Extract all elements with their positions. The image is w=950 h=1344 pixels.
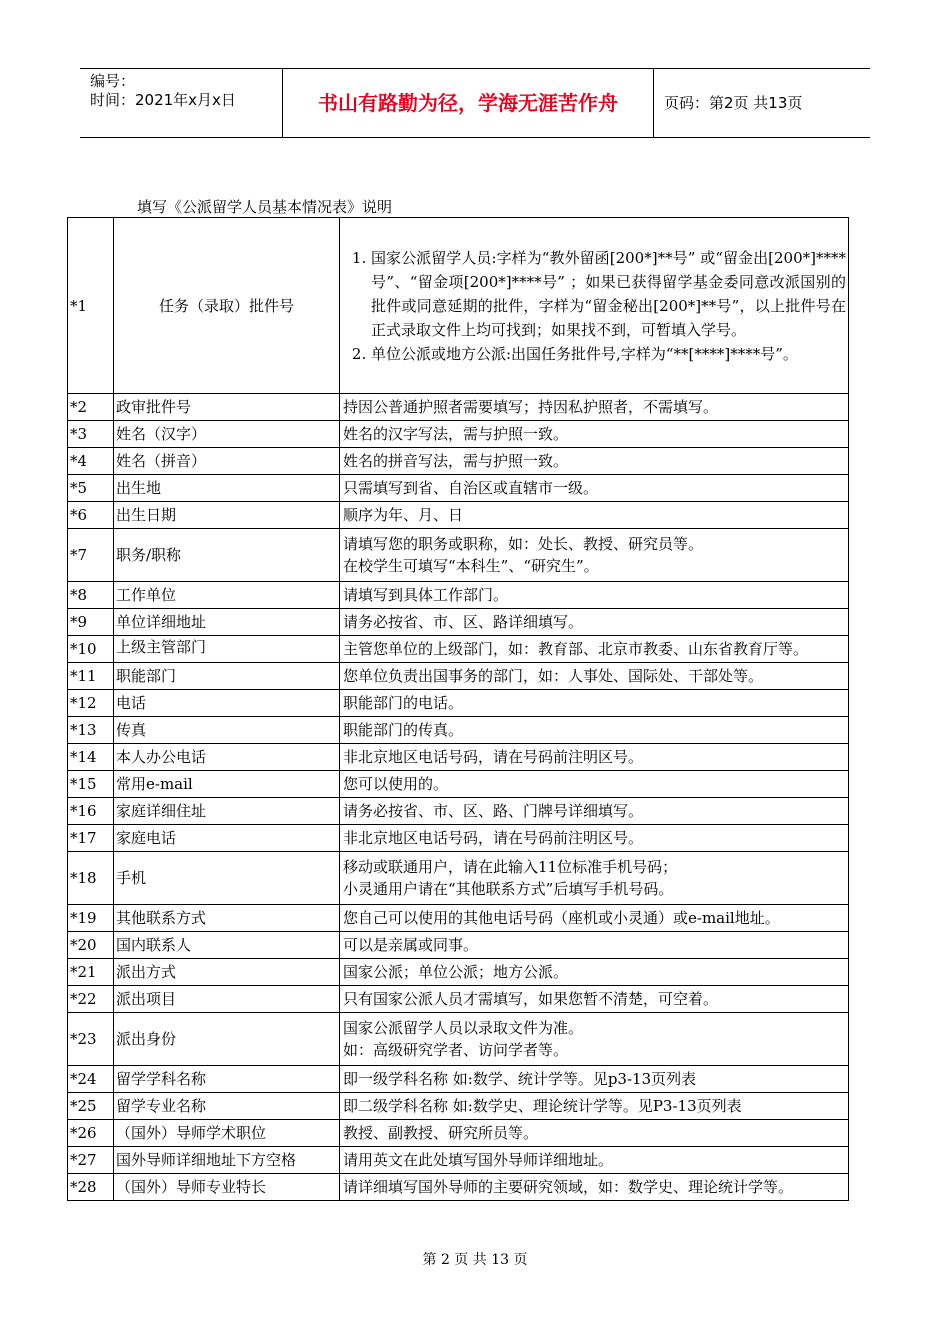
description-line: 请用英文在此处填写国外导师详细地址。 [343,1151,614,1169]
row-number: *16 [68,798,114,825]
description-line: 国家公派留学人员以录取文件为准。 [343,1019,584,1037]
field-name: 姓名（汉字） [114,421,340,448]
table-row [68,1147,849,1174]
table-row [68,690,849,717]
field-name: 留学学科名称 [114,1066,340,1093]
description-line: 在校学生可填写“本科生”、“研究生”。 [343,557,599,575]
table-row [68,421,849,448]
row-number: *17 [68,825,114,852]
field-name: 职务/职称 [114,529,340,582]
description-line: 顺序为年、月、日 [343,506,464,524]
row-number: *5 [68,475,114,502]
row-number: *9 [68,609,114,636]
field-name: 单位详细地址 [114,609,340,636]
table-row [68,771,849,798]
field-name: 派出方式 [114,959,340,986]
row-number: *22 [68,986,114,1013]
field-description [340,1147,849,1174]
field-description [340,905,849,932]
table-row [68,905,849,932]
description-line: 职能部门的传真。 [343,721,464,739]
field-name: 工作单位 [114,582,340,609]
field-description [340,475,849,502]
row-number: *13 [68,717,114,744]
field-name: 派出项目 [114,986,340,1013]
description-line: 请填写到具体工作部门。 [343,586,509,604]
description-line: 可以是亲属或同事。 [343,936,479,954]
field-description [340,582,849,609]
field-name: 其他联系方式 [114,905,340,932]
row-number: *3 [68,421,114,448]
doc-date-label: 时间：2021年x月x日 [90,91,236,109]
row-number: *24 [68,1066,114,1093]
description-line: 即二级学科名称 如:数学史、理论统计学等。见P3-13页列表 [343,1097,742,1115]
field-name: 上级主管部门 [114,636,340,663]
doc-code-label: 编号： [90,72,136,90]
table-row [68,986,849,1013]
header-page-info: 页码：第2页 共13页 [664,94,803,112]
description-line: 非北京地区电话号码，请在号码前注明区号。 [343,748,644,766]
description-line: 姓名的汉字写法，需与护照一致。 [343,425,569,443]
field-description [340,932,849,959]
table-row [68,475,849,502]
table-row [68,502,849,529]
field-description [340,1093,849,1120]
description-line: 您单位负责出国事务的部门，如：人事处、国际处、干部处等。 [343,667,764,685]
field-description [340,1120,849,1147]
field-name: 手机 [114,852,340,905]
page-footer: 第 2 页 共 13 页 [422,1252,528,1268]
table-row [68,663,849,690]
description-line: 主管您单位的上级部门，如：教育部、北京市教委、山东省教育厅等。 [343,640,809,658]
row-number: *12 [68,690,114,717]
description-line: 持因公普通护照者需要填写；持因私护照者，不需填写。 [343,398,719,416]
description-line: 只需填写到省、自治区或直辖市一级。 [343,479,599,497]
description-line: 只有国家公派人员才需填写，如果您暂不清楚，可空着。 [343,990,719,1008]
field-description [340,636,849,663]
field-description [340,798,849,825]
field-name: 传真 [114,717,340,744]
table-row [68,1013,849,1066]
table-row [68,609,849,636]
field-description [340,663,849,690]
description-line: 教授、副教授、研究所员等。 [343,1124,539,1142]
table-row [68,852,849,905]
row-number: *18 [68,852,114,905]
row-number: *21 [68,959,114,986]
row-number: *15 [68,771,114,798]
description-line: 请务必按省、市、区、路详细填写。 [343,613,584,631]
description-line: 即一级学科名称 如:数学、统计学等。见p3-13页列表 [343,1070,697,1088]
description-line: 请务必按省、市、区、路、门牌号详细填写。 [343,802,644,820]
field-name: （国外）导师专业特长 [114,1174,340,1201]
field-name: 出生地 [114,475,340,502]
row-number: *14 [68,744,114,771]
field-name: 派出身份 [114,1013,340,1066]
row-number: *23 [68,1013,114,1066]
field-name: 家庭电话 [114,825,340,852]
description-line: 您自己可以使用的其他电话号码（座机或小灵通）或e-mail地址。 [343,909,780,927]
description-line: 非北京地区电话号码，请在号码前注明区号。 [343,829,644,847]
field-description [340,1066,849,1093]
table-row [68,798,849,825]
table-row [68,448,849,475]
description-line: 移动或联通用户，请在此输入11位标准手机号码； [343,858,678,876]
field-description [340,529,849,582]
table-row [68,744,849,771]
description-line: 您可以使用的。 [343,775,449,793]
field-description [340,690,849,717]
description-line: 如：高级研究学者、访问学者等。 [343,1041,569,1059]
table-row [68,1174,849,1201]
row-number: *10 [68,636,114,663]
row-number: *28 [68,1174,114,1201]
description-line: 请填写您的职务或职称，如：处长、教授、研究员等。 [343,535,704,553]
field-description [340,771,849,798]
list-item: 2. 单位公派或地方公派:出国任务批件号,字样为“**[****]****号”。 [371,342,846,366]
description-line: 姓名的拼音写法，需与护照一致。 [343,452,569,470]
field-description [340,502,849,529]
table-row [68,636,849,663]
description-line: 职能部门的电话。 [343,694,464,712]
field-name: 出生日期 [114,502,340,529]
description-line: 请详细填写国外导师的主要研究领域，如：数学史、理论统计学等。 [343,1178,794,1196]
header-motto: 书山有路勤为径，学海无涯苦作舟 [318,91,618,115]
table-row [68,529,849,582]
header-right-cell [654,69,870,137]
field-name: 职能部门 [114,663,340,690]
field-name: 本人办公电话 [114,744,340,771]
row-number: *4 [68,448,114,475]
page-header [80,68,870,138]
table-caption: 填写《公派留学人员基本情况表》说明 [137,198,393,216]
header-left-cell [80,69,283,137]
table-row [68,582,849,609]
header-middle-cell [283,69,654,137]
instructions-table [67,217,849,1201]
field-description [340,218,849,394]
table-row [68,218,849,394]
row-number: *7 [68,529,114,582]
row-number: *20 [68,932,114,959]
list-item: 1. 国家公派留学人员:字样为“教外留函[200*]**号” 或“留金出[200*]****号”、“留金项[200*]****号” ；如果已获得留学基金委同意改派国别的批件或同意延期的批件，字样为“留金秘出[200*]**号”，以上批件号在正式录取文件上均可找到；如果找不到，可暂填入学号。 [371,246,846,342]
table-row [68,1093,849,1120]
field-name: 国内联系人 [114,932,340,959]
table-row [68,825,849,852]
field-description [340,421,849,448]
batch-number-list [343,246,846,366]
row-number: *2 [68,394,114,421]
field-description [340,609,849,636]
field-description [340,986,849,1013]
description-line: 小灵通用户请在“其他联系方式”后填写手机号码。 [343,880,674,898]
field-description [340,825,849,852]
field-description [340,852,849,905]
table-row [68,959,849,986]
table-row [68,1066,849,1093]
field-name: （国外）导师学术职位 [114,1120,340,1147]
field-description [340,448,849,475]
row-number: *1 [68,218,114,394]
description-line: 国家公派；单位公派；地方公派。 [343,963,569,981]
field-description [340,959,849,986]
row-number: *11 [68,663,114,690]
table-row [68,717,849,744]
field-name: 电话 [114,690,340,717]
field-name: 常用e-mail [114,771,340,798]
row-number: *26 [68,1120,114,1147]
row-number: *27 [68,1147,114,1174]
field-name: 姓名（拼音） [114,448,340,475]
field-description [340,1013,849,1066]
table-row [68,932,849,959]
row-number: *6 [68,502,114,529]
row-number: *8 [68,582,114,609]
field-name: 国外导师详细地址下方空格 [114,1147,340,1174]
row-number: *25 [68,1093,114,1120]
field-description [340,717,849,744]
field-description [340,744,849,771]
table-row [68,394,849,421]
field-name: 留学专业名称 [114,1093,340,1120]
field-description [340,394,849,421]
field-name: 政审批件号 [114,394,340,421]
row-number: *19 [68,905,114,932]
field-description [340,1174,849,1201]
field-name: 家庭详细住址 [114,798,340,825]
table-row [68,1120,849,1147]
field-name: 任务（录取）批件号 [114,218,340,394]
